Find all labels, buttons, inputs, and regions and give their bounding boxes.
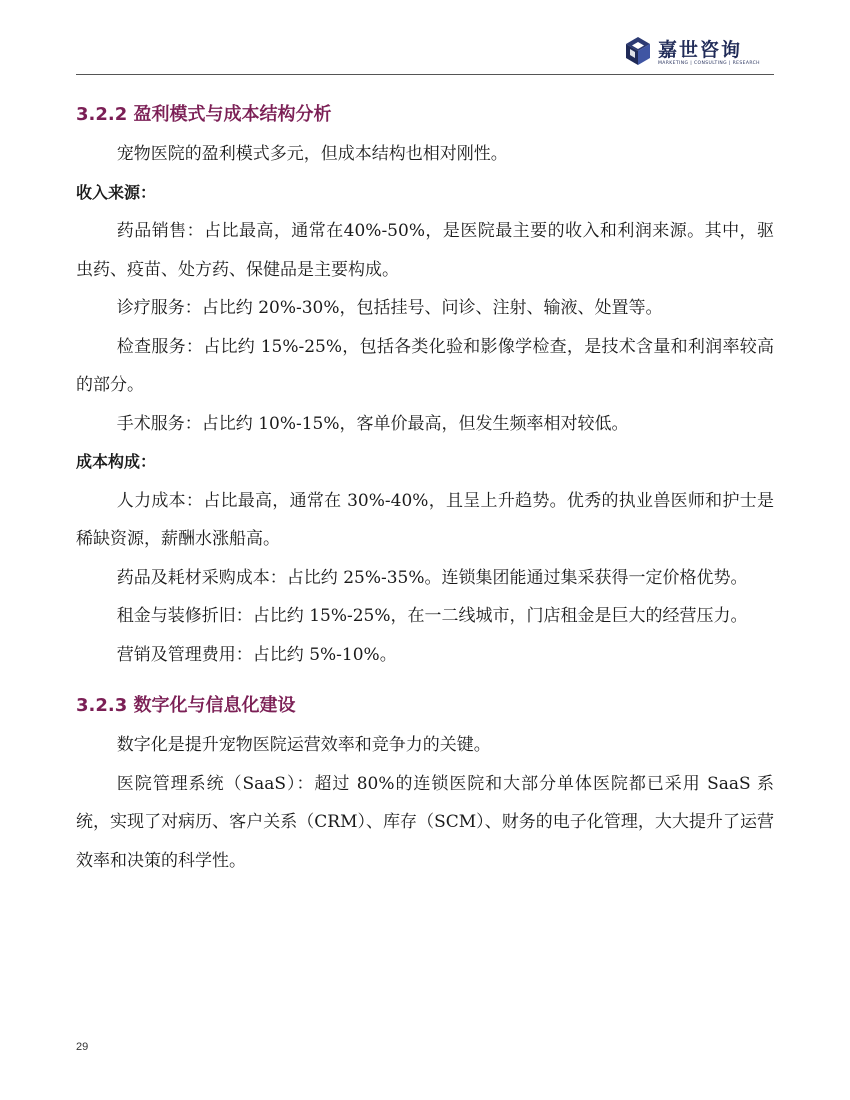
section-title: 3.2.2 盈利模式与成本结构分析: [76, 104, 332, 125]
paragraph: 药品销售：占比最高，通常在40%-50%，是医院最主要的收入和利润来源。其中，驱虫药、疫苗、处方药、保健品是主要构成。: [76, 221, 774, 280]
paragraph: 人力成本：占比最高，通常在 30%-40%，且呈上升趋势。优秀的执业兽医师和护士是稀缺资源，薪酬水涨船高。: [76, 490, 774, 549]
paragraph: 检查服务：占比约 15%-25%，包括各类化验和影像学检查，是技术含量和利润率较高的部分。: [76, 336, 774, 395]
document-body: [76, 97, 774, 880]
paragraph: 手术服务：占比约 10%-15%，客单价最高，但发生频率相对较低。: [116, 413, 629, 434]
brand-logo: [624, 36, 774, 72]
paragraph: 宠物医院的盈利模式多元，但成本结构也相对刚性。: [116, 144, 508, 164]
paragraph: 诊疗服务：占比约 20%-30%，包括挂号、问诊、注射、输液、处置等。: [116, 298, 663, 318]
paragraph: 医院管理系统（SaaS）：超过 80%的连锁医院和大部分单体医院都已采用 SaaS 系统，实现了对病历、客户关系（CRM）、库存（SCM）、财务的电子化管理，大大提升了运营效率和决策的科学性。: [76, 773, 774, 871]
paragraph: 数字化是提升宠物医院运营效率和竞争力的关键。: [116, 735, 491, 755]
paragraph: 药品及耗材采购成本：占比约 25%-35%。连锁集团能通过集采获得一定价格优势。: [116, 567, 748, 588]
brand-name: 嘉世咨询: [658, 39, 743, 61]
section-spacer: [76, 674, 774, 688]
subheading-cost: 成本构成：: [76, 452, 157, 471]
brand-tagline: MARKETING | CONSULTING | RESEARCH: [658, 61, 760, 66]
cube-logo-icon: [624, 36, 652, 66]
page-header: [76, 30, 774, 76]
paragraph: 租金与装修折旧：占比约 15%-25%，在一二线城市，门店租金是巨大的经营压力。: [116, 606, 748, 626]
page-number: 29: [76, 1041, 89, 1053]
paragraph: 营销及管理费用：占比约 5%-10%。: [116, 644, 397, 665]
header-divider: [76, 74, 774, 75]
section-title: 3.2.3 数字化与信息化建设: [76, 695, 296, 716]
subheading-income: 收入来源：: [76, 182, 157, 202]
